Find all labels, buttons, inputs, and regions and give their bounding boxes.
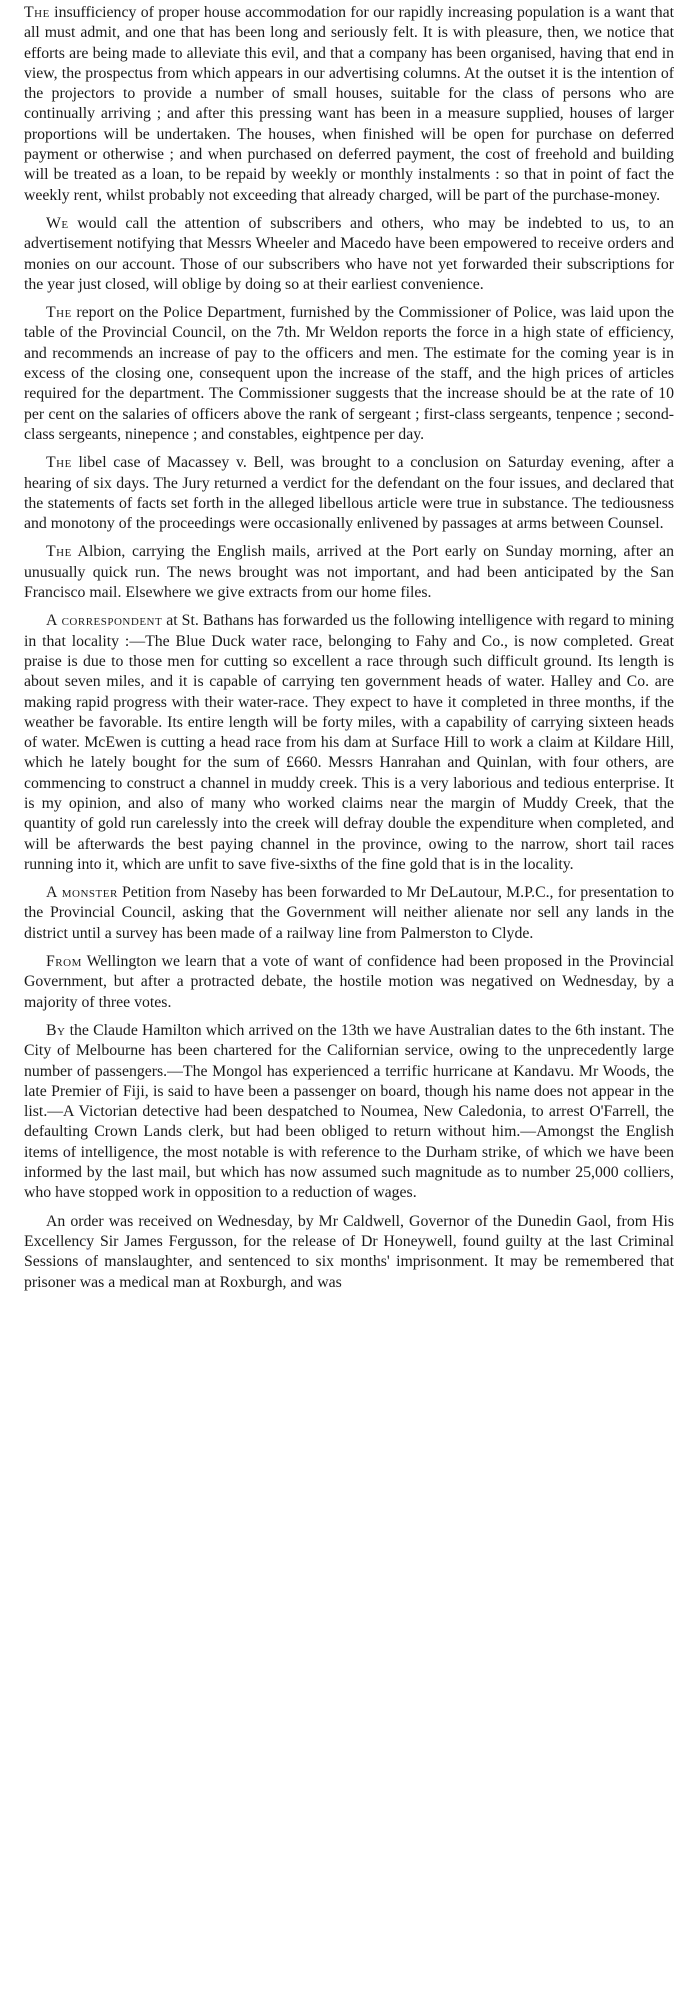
lead-word: A monster [46, 884, 118, 902]
paragraph-text: Wellington we learn that a vote of want of confidence had been proposed in the Provincial Government, but after a protracted debate, the hostile motion was negatived on Wednesday, by a majority of three votes. [24, 953, 674, 1011]
paragraph-mining-intelligence [24, 611, 674, 875]
lead-word: We [46, 214, 69, 232]
paragraph-gaol-release [24, 1212, 674, 1293]
lead-word: The [46, 543, 72, 561]
lead-word: The [24, 4, 50, 21]
lead-word: The [46, 304, 72, 322]
paragraph-albion-mails [24, 542, 674, 603]
paragraph-text: Petition from Naseby has been forwarded to Mr DeLautour, M.P.C., for presentation to the Provincial Council, asking that the Government will neither alienate nor sell any lands in the district until a survey has been made of a railway line from Palmerston to Clyde. [24, 884, 674, 942]
lead-word: By [46, 1021, 66, 1039]
paragraph-australian-news [24, 1021, 674, 1204]
lead-word: A correspondent [46, 612, 163, 630]
paragraph-text: would call the attention of subscribers and others, who may be indebted to us, to an advertisement notifying that Messrs Wheeler and Macedo have been empowered to receive orders and monies on our account. Those of our subscribers who have not yet forwarded their subscriptions for the year just closed, will oblige by doing so at their earliest convenience. [24, 214, 674, 293]
paragraph-text: insufficiency of proper house accommodation for our rapidly increasing population is a want that all must admit, and one that has been long and seriously felt. It is with pleasure, then, we notice that efforts are being made to alleviate this evil, and that a company has been organised, having that end in view, the prospectus from which appears in our advertising columns. At the outset it is the intention of the projectors to provide a number of small houses, suitable for the class of persons who are continually arriving ; and after this pressing want has been in a measure supplied, houses of larger proportions will be undertaken. The houses, when finished will be open for purchase on deferred payment or otherwise ; and when purchased on deferred payment, the cost of freehold and building will be treated as a loan, to be repaid by weekly or monthly instalments : so that in point of fact the weekly rent, whilst probably not exceeding that already charged, will be part of the purchase-money. [24, 4, 674, 204]
lead-word: The [46, 454, 72, 472]
lead-word: From [46, 953, 82, 971]
paragraph-wellington-vote [24, 952, 674, 1013]
paragraph-text: report on the Police Department, furnished by the Commissioner of Police, was laid upon the table of the Provincial Council, on the 7th. Mr Weldon reports the force in a high state of efficiency, and recommends an increase of pay to the officers and men. The estimate for the coming year is in excess of the closing one, consequent upon the increase of the staff, and the high prices of articles required for the department. The Commissioner suggests that the increase should be at the rate of 10 per cent on the salaries of officers above the rank of sergeant ; first-class sergeants, tenpence ; second-class sergeants, ninepence ; and constables, eightpence per day. [24, 304, 674, 443]
paragraph-text: the Claude Hamilton which arrived on the 13th we have Australian dates to the 6th instant. The City of Melbourne has been chartered for the Californian service, owing to the unprecedently large number of passengers.—The Mongol has experienced a terrific hurricane at Kandavu. Mr Woods, the late Premier of Fiji, is said to have been a passenger on board, though his name does not appear in the list.—A Victorian detective had been despatched to Noumea, New Caledonia, to arrest O'Farrell, the defaulting Crown Lands clerk, but had been obliged to return without him.—Amongst the English items of intelligence, the most notable is with reference to the Durham strike, of which we have been informed by the last mail, but which has now assumed such magnitude as to number 25,000 colliers, who have stopped work in opposition to a reduction of wages. [24, 1021, 674, 1202]
paragraph-housing-company [24, 3, 674, 206]
paragraph-libel-case [24, 453, 674, 534]
paragraph-naseby-petition [24, 883, 674, 944]
paragraph-text: An order was received on Wednesday, by Mr Caldwell, Governor of the Dunedin Gaol, from His Excellency Sir James Fergusson, for the release of Dr Honeywell, found guilty at the last Criminal Sessions of manslaughter, and sentenced to six months' imprisonment. It may be remembered that prisoner was a medical man at Roxburgh, and was [24, 1212, 674, 1291]
paragraph-subscribers-notice [24, 214, 674, 295]
paragraph-text: libel case of Macassey v. Bell, was brought to a conclusion on Saturday evening, after a hearing of six days. The Jury returned a verdict for the defendant on the four issues, and declared that the statements of facts set forth in the alleged libellous article were true in substance. The tediousness and monotony of the proceedings were occasionally enlivened by passages at arms between Counsel. [24, 454, 674, 533]
paragraph-police-report [24, 303, 674, 445]
paragraph-text: Albion, carrying the English mails, arrived at the Port early on Sunday morning, after an unusually quick run. The news brought was not important, and had been anticipated by the San Francisco mail. Elsewhere we give extracts from our home files. [24, 543, 674, 602]
paragraph-text: at St. Bathans has forwarded us the following intelligence with regard to mining in that locality :—The Blue Duck water race, belonging to Fahy and Co., is now completed. Great praise is due to those men for cutting so excellent a race through such difficult ground. Its length is about seven miles, and it is capable of carrying ten government heads of water. Halley and Co. are making rapid progress with their water-race. They expect to have it completed in three months, if the weather be favorable. Its entire length will be forty miles, with a capability of carrying sixteen heads of water. McEwen is cutting a head race from his dam at Surface Hill to work a claim at Kildare Hill, which he lately bought for the sum of £660. Messrs Hanrahan and Quinlan, with four others, are commencing to construct a channel in muddy creek. This is a very laborious and tedious enterprise. It is my opinion, and also of many who worked claims near the margin of Muddy Creek, that the quantity of gold run carelessly into the creek will defray double the expenditure when completed, and will be afterwards the best paying channel in the province, owing to the narrow, short tail races running into it, which are unfit to save five-sixths of the fine gold that is in the locality. [24, 612, 675, 873]
